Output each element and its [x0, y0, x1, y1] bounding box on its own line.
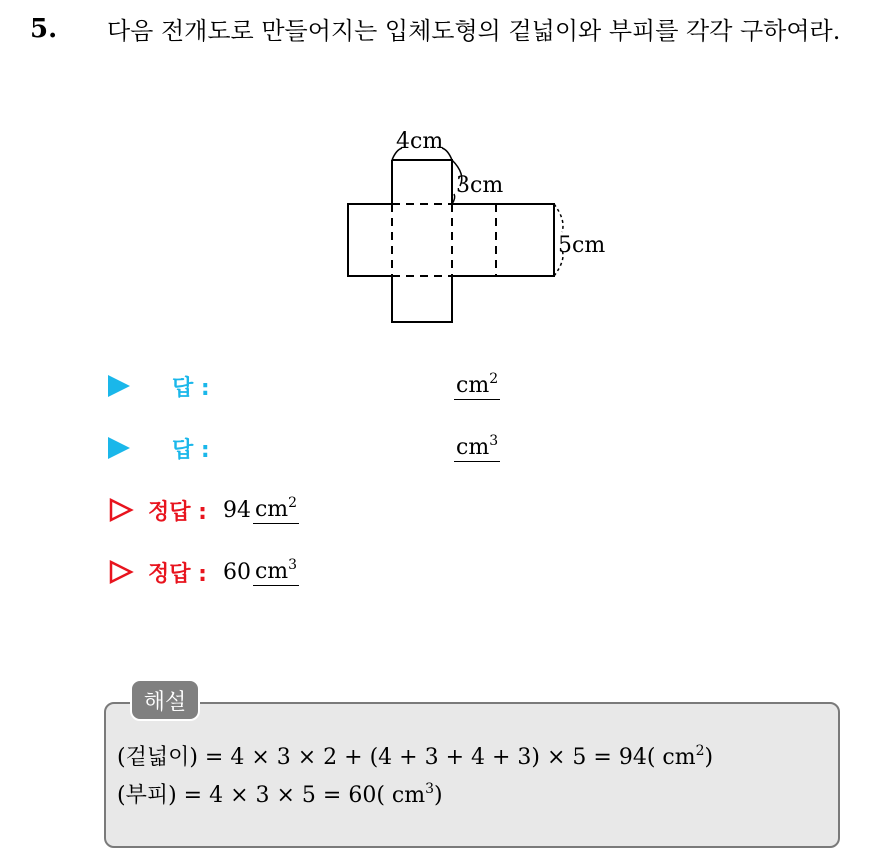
label-width: 4cm [396, 129, 444, 154]
explanation-line-volume: (부피) = 4 × 3 × 5 = 60( $cm^3$) [117, 781, 443, 808]
net-outline [348, 160, 554, 322]
width-brace [442, 148, 452, 160]
cuboid-net-figure [340, 120, 620, 326]
answer-unit-field[interactable]: $cm^3$ [456, 432, 499, 460]
answer-label: 답 : [172, 437, 210, 463]
height-brace [554, 204, 563, 232]
label-depth: 3cm [456, 173, 504, 198]
correct-unit: $cm^2$ [254, 494, 298, 522]
answer-row-area [108, 366, 528, 406]
correct-label: 정답 : [148, 499, 207, 525]
answer-label: 답 : [172, 375, 210, 401]
explanation-box [104, 702, 840, 848]
explanation-tag: 해설 [130, 679, 200, 721]
answer-unit-field[interactable]: $cm^2$ [456, 370, 499, 398]
outline-triangle-icon [108, 497, 134, 523]
explanation-line-area: (겉넓이) = 4 × 3 × 2 + (4 + 3 + 4 + 3) × 5 = 94( $cm^2$) [117, 743, 714, 770]
correct-row-area [108, 490, 299, 530]
play-triangle-icon [108, 437, 130, 459]
correct-label: 정답 : [148, 561, 207, 587]
question-text: 다음 전개도로 만들어지는 입체도형의 겉넓이와 부피를 각각 구하여라. [107, 17, 841, 45]
play-triangle-icon [108, 375, 130, 397]
correct-row-volume [108, 552, 299, 592]
correct-value: 94 [222, 497, 251, 523]
outline-triangle-icon [108, 559, 134, 585]
label-height: 5cm [558, 233, 606, 258]
correct-unit: $cm^3$ [254, 556, 298, 584]
answer-row-volume [108, 428, 528, 468]
correct-value: 60 [222, 559, 251, 585]
question-number: 5. [30, 14, 58, 44]
